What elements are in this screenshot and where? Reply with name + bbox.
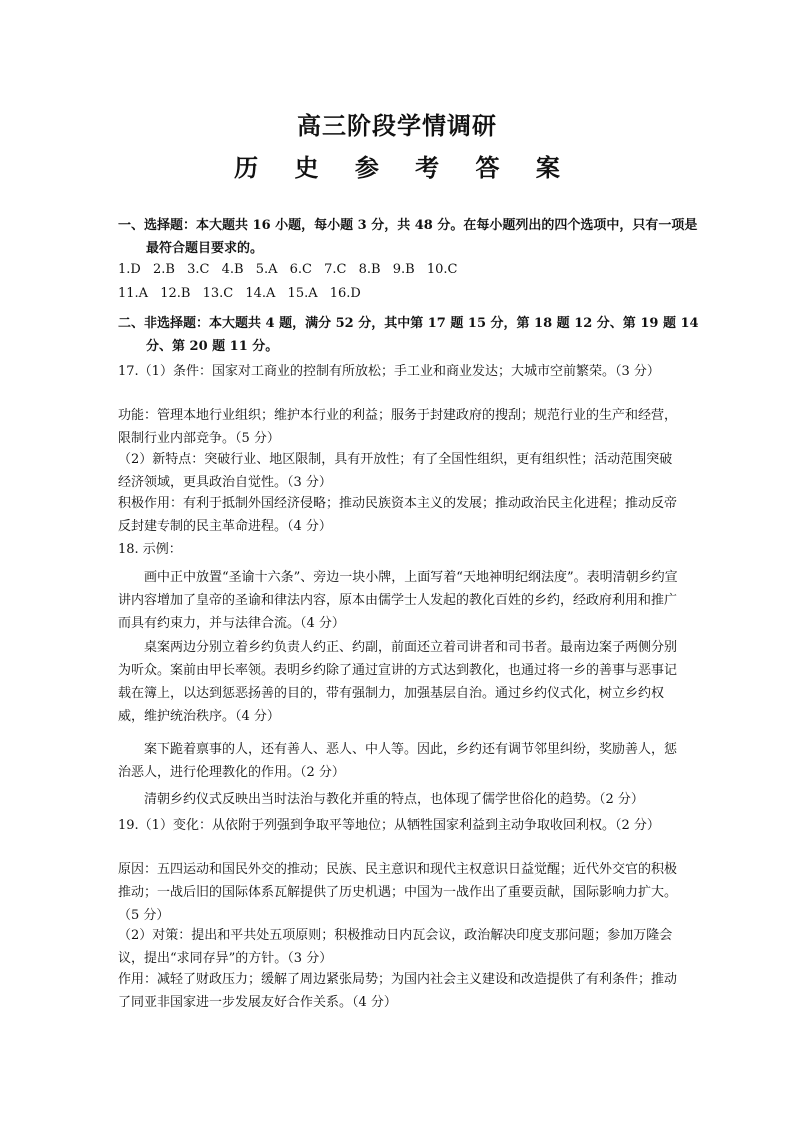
q18-paragraph-2: 桌案两边分别立着乡约负责人约正、约副，前面还立着司讲者和司书者。最南边案子两侧分别为听众。案前由甲长率领。表明乡约除了通过宣讲的方式达到教化，也通过将一乡的善事与恶事记载在簿上，以达到惩恶扬善的目的，带有强制力，加强基层自治。通过乡约仪式化，树立乡约权威，维护统治秩序。（4 分）	[118, 640, 678, 724]
answer-item: 8.B	[358, 262, 381, 277]
answer-item: 5.A	[255, 262, 278, 277]
section1-heading: 一、选择题：本大题共 16 小题，每小题 3 分，共 48 分。在每小题列出的四个选项中，只有一项是最符合题目要求的。	[118, 218, 698, 256]
answers-row-2	[118, 282, 678, 305]
answer-item: 15.A	[287, 286, 318, 301]
q17-part2-effects: 积极作用：有利于抵制外国经济侵略；推动民族资本主义的发展；推动政治民主化进程；推动反帝反封建专制的民主革命进程。（4 分）	[118, 496, 678, 534]
answer-item: 4.B	[221, 262, 244, 277]
answer-item: 16.D	[329, 286, 361, 301]
q17-part1-functions: 功能：管理本地行业组织；维护本行业的利益；服务于封建政府的搜刮；规范行业的生产和经营，限制行业内部竞争。（5 分）	[118, 408, 678, 446]
q18-paragraph-4: 清朝乡约仪式反映出当时法治与教化并重的特点，也体现了儒学世俗化的趋势。（2 分）	[144, 792, 644, 807]
section2-heading: 二、非选择题：本大题共 4 题，满分 52 分，其中第 17 题 15 分，第 18 题 12 分、第 19 题 14 分、第 20 题 11 分。	[118, 316, 699, 354]
page-subtitle: 历 史 参 考 答 案	[234, 154, 574, 182]
answer-item: 3.C	[187, 262, 210, 277]
q19-part2-measures: （2）对策：提出和平共处五项原则；积极推动日内瓦会议，政治解决印度支那问题；参加万隆会议，提出“求同存异”的方针。（3 分）	[118, 928, 673, 966]
answer-item: 7.C	[324, 262, 347, 277]
answer-item: 10.C	[426, 262, 458, 277]
answer-item: 14.A	[245, 286, 276, 301]
answer-item: 9.B	[392, 262, 415, 277]
q19-part1-reasons: 原因：五四运动和国民外交的推动；民族、民主意识和现代主权意识日益觉醒；近代外交官的积极推动；一战后旧的国际体系瓦解提供了历史机遇；中国为一战作出了重要贡献，国际影响力扩大。（5 分）	[118, 862, 678, 923]
page-title: 高三阶段学情调研	[297, 112, 497, 140]
answer-item: 1.D	[118, 262, 141, 277]
q19-part2-effects: 作用：减轻了财政压力；缓解了周边紧张局势；为国内社会主义建设和改造提供了有利条件；推动了同亚非国家进一步发展友好合作关系。（4 分）	[118, 972, 678, 1010]
answer-item: 2.B	[152, 262, 175, 277]
answers-row-1	[118, 258, 678, 281]
q17-part2-features: （2）新特点：突破行业、地区限制，具有开放性；有了全国性组织，更有组织性；活动范围突破经济领域，更具政治自觉性。（3 分）	[118, 452, 673, 490]
answer-item: 12.B	[160, 286, 191, 301]
q18-label: 18. 示例：	[118, 542, 182, 557]
answer-item: 13.C	[202, 286, 234, 301]
answer-item: 6.C	[289, 262, 312, 277]
q19-part1-changes: 19.（1）变化：从依附于列强到争取平等地位；从牺牲国家利益到主动争取收回利权。（2 分）	[118, 818, 660, 833]
q18-paragraph-1: 画中正中放置“圣谕十六条”、旁边一块小牌，上面写着“天地神明纪纲法度”。表明清朝乡约宣讲内容增加了皇帝的圣谕和律法内容，原本由儒学士人发起的教化百姓的乡约，经政府利用和推广而具有约束力，并与法律合流。（4 分）	[118, 570, 678, 631]
q18-paragraph-3: 案下跪着禀事的人，还有善人、恶人、中人等。因此，乡约还有调节邻里纠纷，奖励善人，惩治恶人，进行伦理教化的作用。（2 分）	[118, 742, 678, 780]
answer-item: 11.A	[118, 286, 149, 301]
q17-part1-conditions: 17.（1）条件：国家对工商业的控制有所放松；手工业和商业发达；大城市空前繁荣。（3 分）	[118, 364, 660, 379]
